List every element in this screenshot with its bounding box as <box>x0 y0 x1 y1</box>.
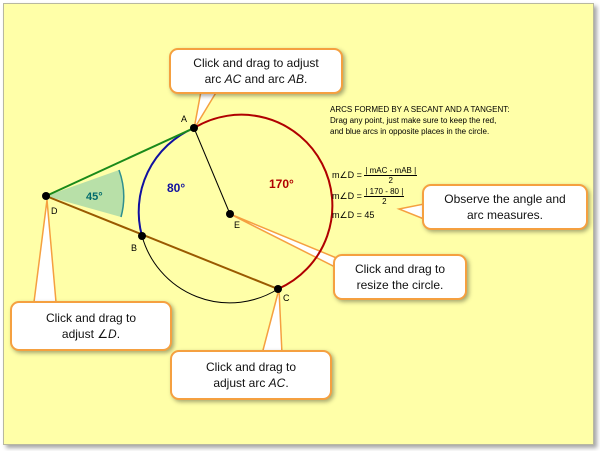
formula-numerator-2: | 170 - 80 | <box>365 187 404 196</box>
label-b: B <box>131 243 138 253</box>
point-d[interactable] <box>42 192 50 200</box>
callout-left-line-1: Click and drag to <box>45 311 137 325</box>
callout-resize-line-1: Click and drag to <box>354 262 446 276</box>
instructions-panel <box>330 104 570 137</box>
callout-adjust-arcs <box>169 48 343 94</box>
formula-numerator-1: | mAC - mAB | <box>365 166 417 175</box>
instructions-line-2: and blue arcs in opposite places in the circle. <box>330 127 490 136</box>
arc-black <box>142 236 278 303</box>
point-a[interactable] <box>190 124 198 132</box>
callout-observe <box>422 184 588 230</box>
formula-lhs-1: m∠D = <box>332 169 362 180</box>
callout-resize-line-2: resize the circle. <box>356 278 444 292</box>
point-b[interactable] <box>138 232 146 240</box>
point-e[interactable] <box>226 210 234 218</box>
formula-line-2 <box>332 187 404 206</box>
formula-lhs-2: m∠D = <box>332 190 362 201</box>
label-d: D <box>51 206 58 216</box>
callout-adjust-arc-ac <box>170 350 332 400</box>
label-a: A <box>181 114 188 124</box>
secant-line-dc <box>46 196 278 289</box>
callout-top-line-2: arc AC and arc AB. <box>204 72 308 86</box>
point-c[interactable] <box>274 285 282 293</box>
instructions-title: ARCS FORMED BY A SECANT AND A TANGENT: <box>330 105 510 114</box>
callout-bottom-pointer <box>262 289 282 354</box>
arc-blue-measure: 80° <box>167 181 186 195</box>
callout-observe-line-1: Observe the angle and <box>444 192 566 206</box>
callout-observe-line-2: arc measures. <box>466 208 544 222</box>
callout-observe-pointer <box>399 204 424 219</box>
callout-resize <box>333 254 467 300</box>
callout-adjust-angle <box>10 301 172 351</box>
callout-top-line-1: Click and drag to adjust <box>193 56 319 70</box>
formula-denominator-1: 2 <box>388 176 393 185</box>
formula-line-1 <box>332 166 417 185</box>
formula-fraction-1 <box>364 166 417 185</box>
label-c: C <box>283 293 290 303</box>
label-e: E <box>234 220 241 230</box>
angle-d-measure: 45° <box>86 191 103 203</box>
radius-ae <box>194 128 230 214</box>
formula-fraction-2 <box>364 187 404 206</box>
arc-red-measure: 170° <box>269 177 294 191</box>
formula-denominator-2: 2 <box>382 197 387 206</box>
callout-bottom-line-1: Click and drag to <box>205 360 297 374</box>
instructions-line-1: Drag any point, just make sure to keep the red, <box>330 116 497 125</box>
applet-stage <box>3 3 594 445</box>
formula-result: m∠D = 45 <box>332 210 375 220</box>
callout-left-line-2: adjust ∠D. <box>61 327 121 341</box>
callout-bottom-line-2: adjust arc AC. <box>213 376 289 390</box>
